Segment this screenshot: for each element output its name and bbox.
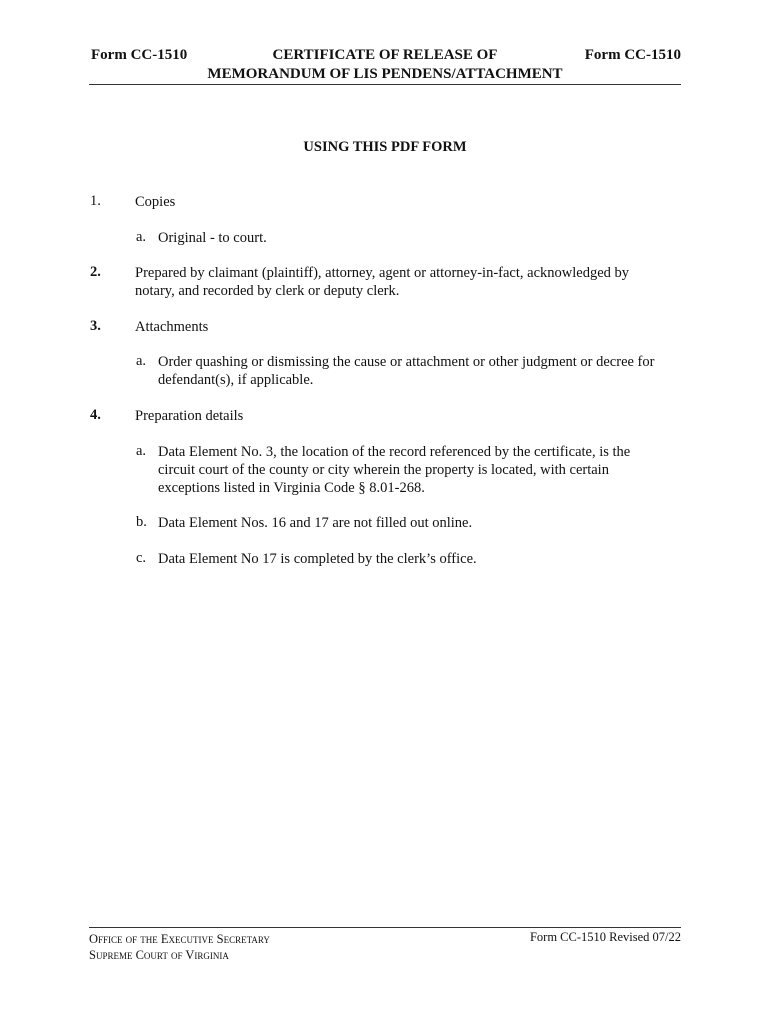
section-heading: USING THIS PDF FORM xyxy=(303,139,467,155)
subitem-text-1a: Original - to court. xyxy=(158,230,267,246)
footer-form-revision: Form CC-1510 Revised 07/22 xyxy=(529,930,681,944)
title-line-1: CERTIFICATE OF RELEASE OF xyxy=(272,47,498,63)
subitem-text-3a: Order quashing or dismissing the cause or attachment or other judgment or decree for defendant(s), if applicable. xyxy=(158,354,655,388)
subitem-text-4a: Data Element No. 3, the location of the record referenced by the certificate, is the circuit court of the county or city wherein the property is located, with certain exceptions listed in Virginia Code § 8.01-268. xyxy=(158,444,631,496)
item-text-4: Preparation details xyxy=(135,408,244,424)
footer-office-line-1: Office of the Executive Secretary xyxy=(89,932,270,946)
subitem-letter-3a: a. xyxy=(136,353,147,369)
subitem-text-4b: Data Element Nos. 16 and 17 are not filled out online. xyxy=(158,515,473,531)
item-number-3: 3. xyxy=(90,318,101,334)
subitem-letter-1a: a. xyxy=(136,229,147,245)
subitem-text-4c: Data Element No 17 is completed by the clerk’s office. xyxy=(158,551,477,567)
item-text-3: Attachments xyxy=(135,319,209,335)
item-number-2: 2. xyxy=(90,264,101,280)
subitem-letter-4c: c. xyxy=(136,550,147,566)
footer-divider xyxy=(89,927,681,928)
subitem-letter-4a: a. xyxy=(136,443,147,459)
footer-office xyxy=(89,931,270,963)
form-number-right: Form CC-1510 xyxy=(584,47,681,63)
item-number-4: 4. xyxy=(90,407,101,423)
item-number-1: 1. xyxy=(90,193,101,209)
title-line-2: MEMORANDUM OF LIS PENDENS/ATTACHMENT xyxy=(207,66,563,82)
footer-office-line-2: Supreme Court of Virginia xyxy=(89,948,229,962)
subitem-letter-4b: b. xyxy=(136,514,147,530)
form-number-left: Form CC-1510 xyxy=(91,47,188,63)
item-text-2: Prepared by claimant (plaintiff), attorney, agent or attorney-in-fact, acknowledged by notary, and recorded by clerk or deputy clerk. xyxy=(135,265,630,299)
header-divider xyxy=(89,84,681,85)
item-text-1: Copies xyxy=(135,194,176,210)
